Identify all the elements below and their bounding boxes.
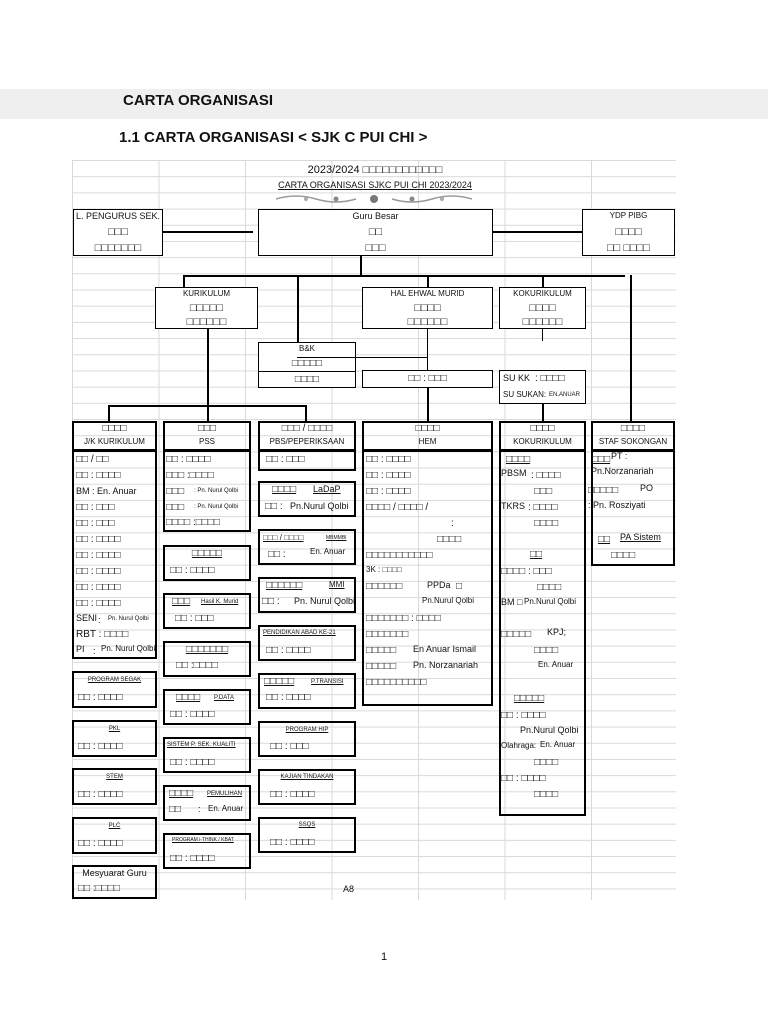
col1-row: □□ / □□ bbox=[76, 454, 109, 465]
connector bbox=[542, 329, 543, 341]
connector bbox=[360, 256, 362, 276]
col1-title: J/K KURIKULUM bbox=[84, 437, 145, 446]
col5-row: □□□□□ bbox=[514, 693, 545, 704]
col6-row: □□□ bbox=[592, 454, 611, 465]
ydp-line2: □□ □□□□ bbox=[607, 242, 650, 254]
col1-row: □□ : □□□□ bbox=[76, 470, 121, 481]
col5-row: □□□□ bbox=[506, 454, 531, 465]
col2-sub-value: □□ bbox=[169, 804, 182, 815]
col1-title-cn: □□□□ bbox=[102, 423, 127, 434]
connector bbox=[493, 231, 582, 233]
col6-po: PO bbox=[640, 483, 654, 493]
col3-sub-title: PROGRAM HIP bbox=[285, 727, 329, 733]
col1-row: □□ : □□□ bbox=[76, 518, 115, 529]
col2-sub-value: □□ : □□□□ bbox=[170, 709, 215, 720]
col1-row: □□ : □□□□ bbox=[76, 550, 121, 561]
col5-olah-value: En. Anuar bbox=[540, 740, 576, 749]
col6-row: □□□□□ bbox=[588, 485, 619, 496]
lps-line2: □□□□□□□ bbox=[94, 242, 142, 254]
decorative-ornament bbox=[266, 193, 482, 205]
connector bbox=[183, 275, 625, 277]
col5-row-olah: Olahraga: bbox=[501, 741, 537, 750]
col2-sub-title2: PEMULIHAN bbox=[207, 791, 243, 797]
col3-sub-value: □□ : □□□□ bbox=[270, 789, 315, 800]
mesy-value: □□ :□□□□ bbox=[78, 883, 120, 894]
col4-row: Pn.Nurul Qolbi bbox=[422, 596, 475, 605]
col2-row: □□□□ :□□□□ bbox=[166, 517, 220, 528]
subsection-title: 1.1 CARTA ORGANISASI < SJK C PUI CHI > bbox=[119, 129, 428, 146]
col4-row: □□□□□□□ bbox=[366, 629, 409, 640]
kur-line1: □□□□□ bbox=[189, 302, 224, 314]
col4-row: □□□□□□ bbox=[366, 581, 403, 592]
col4-row: □□□□ bbox=[437, 534, 462, 545]
col4-ei: En Anuar Ismail bbox=[413, 644, 477, 654]
col5-row-bm: BM □ bbox=[501, 597, 523, 607]
col3-row: □□ : □□□ bbox=[266, 454, 305, 465]
ydp-line1: □□□□ bbox=[615, 226, 642, 238]
col3-sub-value2: En. Anuar bbox=[310, 547, 346, 556]
connector bbox=[427, 388, 429, 421]
col1-row-pi: PI bbox=[76, 644, 85, 654]
col2-sub-value: □□ : □□□□ bbox=[170, 853, 215, 864]
section-title: CARTA ORGANISASI bbox=[123, 92, 273, 109]
col2-sub-value: □□ :□□□□ bbox=[176, 660, 218, 671]
connector bbox=[427, 275, 429, 287]
col3-sub-title: □□□□□ bbox=[264, 676, 295, 687]
col2-row-value: : Pn. Nurul Qolbi bbox=[194, 504, 239, 510]
col6-title: STAF SOKONGAN bbox=[598, 437, 668, 446]
col2-sub-value: □□ : □□□□ bbox=[170, 757, 215, 768]
col5-tkrs-value: : □□□□ bbox=[528, 502, 558, 513]
col1-row: □□ : □□□□ bbox=[76, 566, 121, 577]
col4-title: HEM bbox=[418, 437, 437, 446]
col3-sub-title: KAJIAN TINDAKAN bbox=[280, 774, 334, 780]
col2-sub-value: □□ : □□□□ bbox=[170, 565, 215, 576]
col5-title-cn: □□□□ bbox=[530, 423, 555, 434]
col5-row: □□□□ bbox=[537, 582, 562, 593]
kok-line1: □□□□ bbox=[529, 302, 556, 314]
hem-label: HAL EHWAL MURID bbox=[390, 289, 465, 298]
cell-ref: A8 bbox=[343, 884, 355, 894]
ydp-label: YDP PIBG bbox=[609, 211, 648, 220]
chart-title-year: 2023/2024 □□□□□□□□□□□□ bbox=[307, 164, 443, 176]
col6-row: □□ bbox=[598, 534, 611, 545]
pkl-value: □□ : □□□□ bbox=[78, 741, 123, 752]
col3-sub-value: □□ : □□□ bbox=[270, 741, 309, 752]
col4-row: □□□□□ bbox=[366, 645, 397, 656]
col6-row: □□□□ bbox=[611, 550, 636, 561]
col1-pi-colon: : bbox=[93, 646, 96, 656]
connector bbox=[542, 404, 544, 421]
col4-row: □□□□ / □□□□ / bbox=[366, 502, 429, 513]
col3-title: PBS/PEPERIKSAAN bbox=[269, 437, 345, 446]
su-kk: SU KK bbox=[503, 373, 531, 383]
col1-row: □□ : □□□□ bbox=[76, 582, 121, 593]
col6-row: : Pn. Rosziyati bbox=[588, 500, 646, 510]
col1-row: RBT : □□□□ bbox=[76, 629, 129, 640]
col5-row: □□□□ bbox=[534, 789, 559, 800]
col2-sub-colon: : bbox=[198, 804, 201, 814]
su-sukan-value: EN.ANUAR bbox=[549, 392, 581, 398]
lps-label: L. PENGURUS SEK. bbox=[75, 211, 161, 221]
col2-row-value: : Pn. Nurul Qolbi bbox=[194, 488, 239, 494]
col3-sub-value2: Pn. Nurul Qolbi bbox=[294, 596, 356, 606]
col5-bm-value: Pn.Nurul Qolbi bbox=[524, 597, 577, 606]
col3-sub-title: SSQS bbox=[298, 822, 316, 828]
hem-line1: □□□□ bbox=[414, 302, 441, 314]
su-kk-value: : □□□□ bbox=[535, 373, 565, 384]
col3-sub-title2: LaDaP bbox=[313, 484, 341, 494]
bk-line1: □□□□□ bbox=[291, 358, 323, 369]
col5-row: □□ bbox=[530, 549, 543, 560]
col4-ppda: PPDa bbox=[427, 580, 451, 590]
connector bbox=[297, 275, 299, 343]
col6-row: Pn.Norzanariah bbox=[591, 466, 654, 476]
col2-sub-value2: En. Anuar bbox=[208, 804, 244, 813]
col1-row-seni: SENI bbox=[76, 613, 98, 623]
connector bbox=[630, 275, 632, 421]
chart-title: CARTA ORGANISASI SJKC PUI CHI 2023/2024 bbox=[278, 180, 472, 190]
col5-title: KOKURIKULUM bbox=[513, 437, 572, 446]
col4-title-cn: □□□□ bbox=[415, 423, 440, 434]
col2-row: □□□ bbox=[166, 502, 185, 513]
page-number: 1 bbox=[380, 951, 388, 963]
col4-pn: Pn. Norzanariah bbox=[413, 660, 479, 670]
col1-row: □□ : □□□□ bbox=[76, 598, 121, 609]
col2-sub-title: □□□□ bbox=[169, 788, 194, 799]
col2-sub-title: □□□□□ bbox=[191, 548, 223, 559]
hem-sub-line: □□ : □□□ bbox=[408, 373, 447, 384]
col4-row: 3K : □□□□ bbox=[366, 565, 402, 574]
col3-sub-value: □□ : bbox=[265, 501, 283, 512]
col4-row: : bbox=[451, 518, 454, 529]
col3-sub-title: PENDIDIKAN ABAD KE-21 bbox=[263, 630, 336, 636]
connector bbox=[427, 329, 428, 371]
hem-line2: □□□□□□ bbox=[407, 316, 448, 328]
connector bbox=[183, 275, 185, 287]
connector bbox=[207, 329, 209, 421]
gb-line1: □□ bbox=[368, 226, 383, 238]
kur-label: KURIKULUM bbox=[182, 289, 231, 298]
su-sukan: SU SUKAN: bbox=[503, 390, 547, 399]
bk-line2: □□□□ bbox=[294, 374, 320, 385]
col2-sub-title: SISTEM P. SEK. KUALITI bbox=[167, 742, 236, 748]
col4-row: □□□□□□□ : □□□□ bbox=[366, 613, 441, 624]
col3-sub-value: □□ : □□□□ bbox=[270, 837, 315, 848]
mesy-title: Mesyuarat Guru bbox=[82, 868, 147, 878]
connector bbox=[163, 231, 253, 233]
kok-label: KOKURIKULUM bbox=[513, 289, 572, 298]
lps-line1: □□□ bbox=[108, 226, 128, 238]
col4-row: □□ : □□□□ bbox=[366, 454, 411, 465]
col2-row: □□□ bbox=[166, 486, 185, 497]
col6-pt: PT : bbox=[611, 451, 628, 461]
col4-row: □□□□□□□□□□ bbox=[366, 677, 427, 688]
col5-row-tkrs: TKRS bbox=[501, 501, 526, 511]
col6-pa: PA Sistem bbox=[620, 532, 661, 542]
col3-sub-title: □□□□□□ bbox=[266, 580, 303, 591]
col5-row: □□□□□ bbox=[501, 629, 532, 640]
col1-pi-value: Pn. Nurul Qolbi bbox=[101, 644, 156, 653]
col3-title-cn: □□□ / □□□□ bbox=[281, 423, 333, 434]
col2-sub-title2: P.DATA bbox=[214, 695, 235, 701]
col5-pbsm-value: : □□□□ bbox=[531, 470, 561, 481]
col3-sub-value: □□ : bbox=[268, 549, 286, 560]
col3-sub-title: □□□□ bbox=[272, 484, 297, 495]
col1-seni-value: Pn. Nurul Qolbi bbox=[108, 616, 149, 622]
col5-row: □□□□ bbox=[534, 757, 559, 768]
col1-seni-colon: : bbox=[98, 615, 101, 625]
connector bbox=[542, 275, 544, 287]
col2-title: PSS bbox=[198, 437, 215, 446]
col3-sub-title: □□□ / □□□□ bbox=[263, 533, 304, 542]
col4-row: □□□□□□□□□□□ bbox=[366, 550, 433, 561]
col6-title-cn: □□□□ bbox=[620, 423, 646, 434]
connector bbox=[297, 357, 427, 358]
col4-row: □□ : □□□□ bbox=[366, 470, 411, 481]
col5-row-pbsm: PBSM bbox=[501, 468, 527, 478]
gb-line2: □□□ bbox=[365, 242, 386, 254]
col2-sub-title: □□□□□□□ bbox=[185, 644, 229, 655]
kur-line2: □□□□□□ bbox=[186, 316, 227, 328]
bk-label: B&K bbox=[298, 344, 315, 353]
plc-value: □□ : □□□□ bbox=[78, 838, 123, 849]
header-band bbox=[0, 89, 768, 119]
col5-row: □□ : □□□□ bbox=[501, 710, 546, 721]
stem-title: STEM bbox=[106, 774, 123, 780]
col5-row: □□□□ bbox=[534, 518, 559, 529]
col5-kpj: KPJ; bbox=[547, 627, 567, 637]
col2-sub-title: PROGRAM i-THINK / KBAT bbox=[172, 837, 234, 843]
col1-row: □□ : □□□ bbox=[76, 502, 115, 513]
col3-sub-title2: MMI bbox=[329, 580, 345, 589]
col5-row: □□□□ bbox=[534, 645, 559, 656]
segak-value: □□ : □□□□ bbox=[78, 692, 123, 703]
segak-title: PROGRAM SEGAK bbox=[87, 677, 142, 683]
divider bbox=[258, 371, 356, 372]
kok-line2: □□□□□□ bbox=[522, 316, 563, 328]
col4-ppda-box: □ bbox=[456, 581, 463, 592]
col5-row: En. Anuar bbox=[538, 660, 574, 669]
col3-sub-value: □□ : □□□□ bbox=[266, 645, 311, 656]
plc-title: PLC bbox=[108, 823, 121, 829]
col2-sub-value: □□ : □□□ bbox=[175, 613, 214, 624]
col2-sub-title: □□□□ bbox=[176, 692, 201, 703]
pkl-title: PKL bbox=[108, 726, 121, 732]
gb-label: Guru Besar bbox=[352, 211, 399, 221]
col2-sub-title2: Hasil K. Murid bbox=[201, 599, 239, 605]
connector bbox=[108, 405, 110, 421]
col5-row: □□□ bbox=[534, 486, 553, 497]
col5-row: □□□□ : □□□ bbox=[501, 566, 552, 577]
col5-row: □□ : □□□□ bbox=[501, 773, 546, 784]
col2-row: □□ : □□□□ bbox=[166, 454, 211, 465]
col2-title-cn: □□□ bbox=[197, 423, 217, 434]
col4-row: □□ : □□□□ bbox=[366, 486, 411, 497]
col2-sub-title: □□□ bbox=[172, 596, 191, 607]
col3-sub-value2: Pn.Nurul Qolbi bbox=[290, 501, 349, 511]
col3-sub-title2: P.TRANSISI bbox=[311, 679, 344, 685]
connector bbox=[305, 405, 307, 421]
col3-sub-value: □□ : bbox=[262, 596, 280, 607]
col3-sub-value: □□ : □□□□ bbox=[266, 692, 311, 703]
col3-sub-title2: MBMMBI bbox=[326, 535, 347, 541]
stem-value: □□ : □□□□ bbox=[78, 789, 123, 800]
col5-row: Pn.Nurul Qolbi bbox=[520, 725, 579, 735]
col1-row: □□ : □□□□ bbox=[76, 534, 121, 545]
col4-row: □□□□□ bbox=[366, 661, 397, 672]
col1-row: BM : En. Anuar bbox=[76, 486, 137, 496]
col2-row: □□□ :□□□□ bbox=[166, 470, 214, 481]
